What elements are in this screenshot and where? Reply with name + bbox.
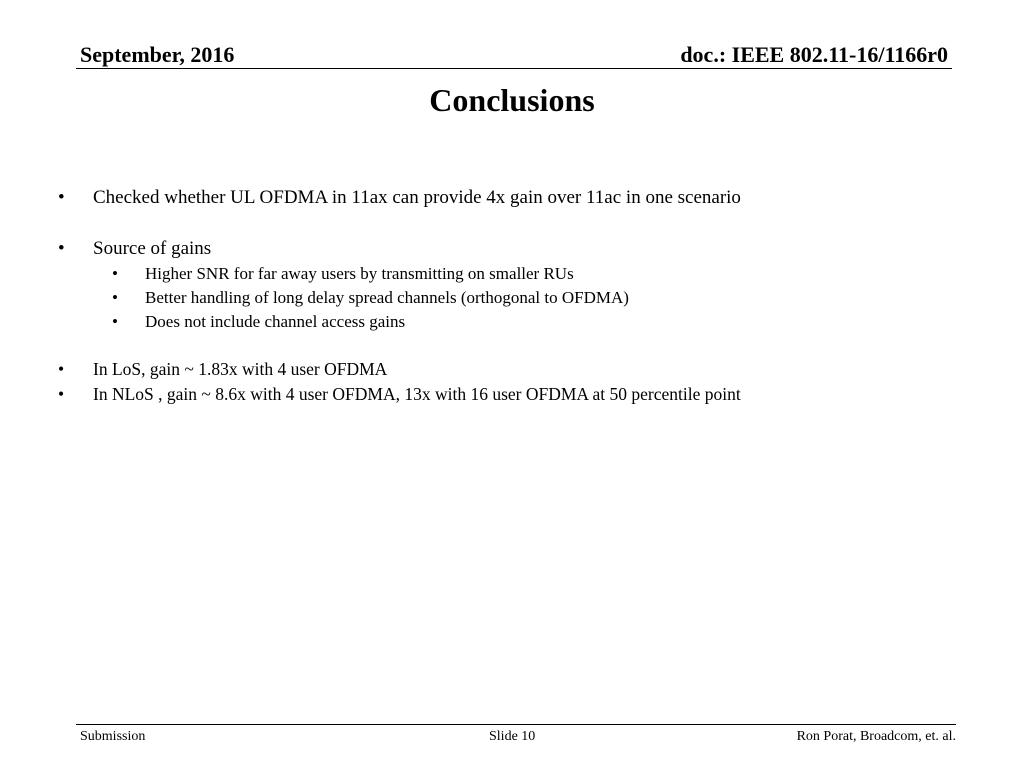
footer-authors: Ron Porat, Broadcom, et. al.: [796, 729, 956, 744]
header-doc-id: doc.: IEEE 802.11-16/1166r0: [680, 42, 948, 67]
bullet-text: Checked whether UL OFDMA in 11ax can provide 4x gain over 11ac in one scenario: [93, 187, 741, 208]
bullet-marker: •: [112, 264, 118, 283]
slide-title: Conclusions: [429, 82, 595, 118]
bullet-marker: •: [58, 384, 65, 404]
footer-slide-number: Slide 10: [489, 729, 536, 744]
bullet-marker: •: [58, 238, 65, 259]
sub-bullet-text: Does not include channel access gains: [145, 312, 406, 331]
footer-submission: Submission: [80, 729, 146, 744]
bullet-marker: •: [112, 312, 118, 331]
bullet-marker: •: [58, 187, 65, 208]
header-divider: [76, 68, 952, 69]
sub-bullet-text: Better handling of long delay spread channels (orthogonal to OFDMA): [145, 288, 629, 307]
bullet-text: Source of gains: [93, 238, 212, 259]
bullet-text: In NLoS , gain ~ 8.6x with 4 user OFDMA, 13x with 16 user OFDMA at 50 percentile point: [93, 384, 741, 404]
bullet-marker: •: [58, 359, 65, 379]
bullet-text: In LoS, gain ~ 1.83x with 4 user OFDMA: [93, 359, 388, 379]
footer-divider: [76, 724, 956, 725]
sub-bullet-text: Higher SNR for far away users by transmitting on smaller RUs: [145, 264, 574, 283]
bullet-marker: •: [112, 288, 118, 307]
header-date: September, 2016: [80, 42, 235, 67]
